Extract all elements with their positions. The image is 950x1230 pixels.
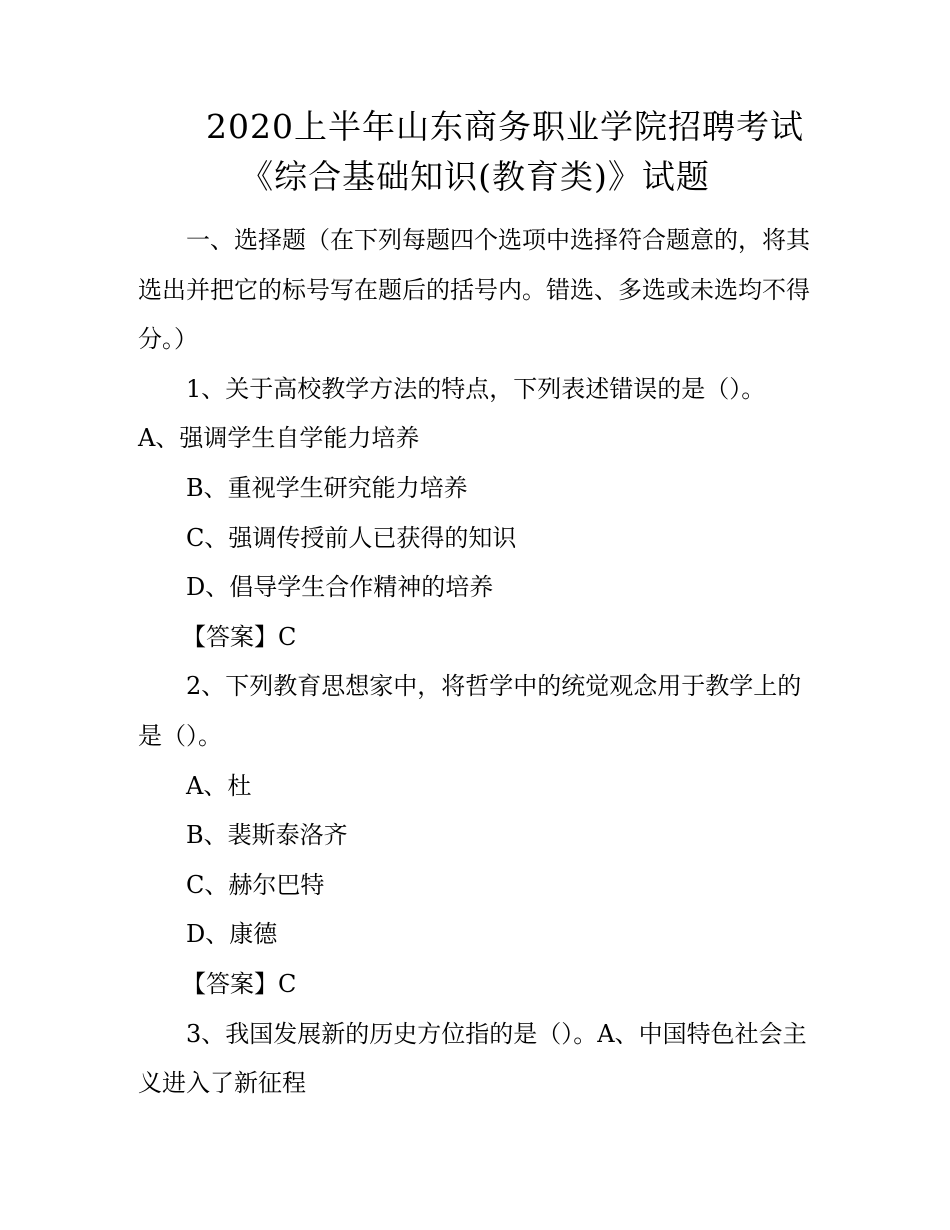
question-3-stem: 3、我国发展新的历史方位指的是（）。A、中国特色社会主义进入了新征程 [138, 1019, 807, 1098]
question-1-option-a: A、强调学生自学能力培养 [138, 424, 420, 453]
section-intro: 一、选择题（在下列每题四个选项中选择符合题意的，将其选出并把它的标号写在题后的括号内。错选、多选或未选均不得分。） [138, 226, 810, 354]
question-2-stem: 2、下列教育思想家中，将哲学中的统觉观念用于教学上的是（）。 [138, 672, 802, 750]
question-2-option-b: B、裴斯泰洛齐 [186, 821, 348, 850]
document-body [138, 216, 812, 1109]
question-1-option-c: C、强调传授前人已获得的知识 [186, 523, 517, 552]
question-2-option-a: A、杜 [186, 771, 252, 800]
question-1-option-d: D、倡导学生合作精神的培养 [186, 573, 494, 602]
question-2-answer: 【答案】C [182, 969, 297, 998]
question-2-option-c: C、赫尔巴特 [186, 870, 325, 899]
title-line-1: 2020上半年山东商务职业学院招聘考试 [206, 107, 804, 146]
question-1-stem: 1、关于高校教学方法的特点，下列表述错误的是（）。 [186, 374, 766, 403]
question-1-answer: 【答案】C [182, 622, 297, 651]
title-line-2: 《综合基础知识(教育类)》试题 [240, 157, 710, 196]
document-title [138, 102, 812, 202]
question-1-option-b: B、重视学生研究能力培养 [186, 473, 468, 502]
question-2-option-d: D、康德 [186, 920, 278, 949]
